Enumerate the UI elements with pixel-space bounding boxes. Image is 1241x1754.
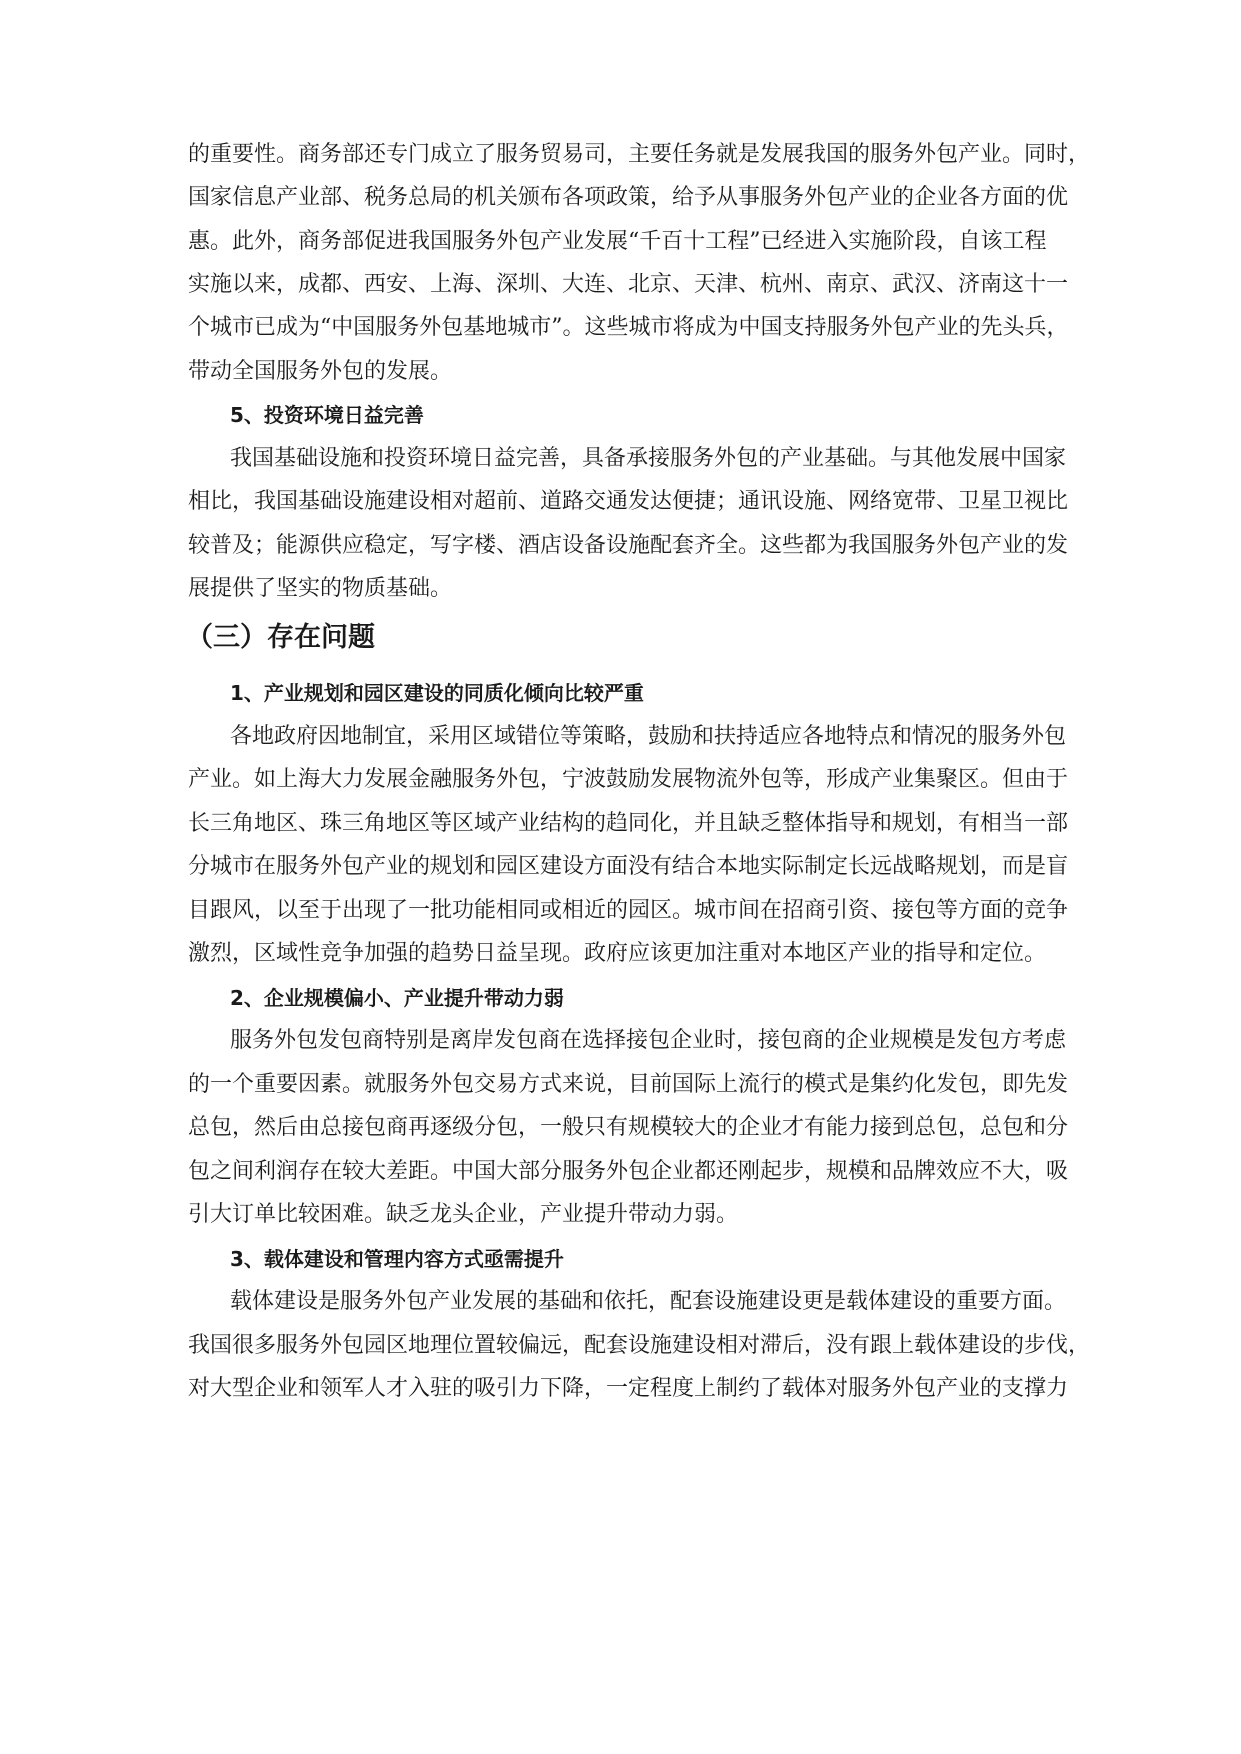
paragraph-line: 的重要性。商务部还专门成立了服务贸易司，主要任务就是发展我国的服务外包产业。同时，	[188, 142, 1091, 167]
subheading: 5、投资环境日益完善	[230, 403, 424, 427]
paragraph-line: 我国基础设施和投资环境日益完善，具备承接服务外包的产业基础。与其他发展中国家	[230, 446, 1067, 471]
paragraph-line: 分城市在服务外包产业的规划和园区建设方面没有结合本地实际制定长远战略规划，而是盲	[188, 854, 1069, 879]
paragraph-line: 产业。如上海大力发展金融服务外包，宁波鼓励发展物流外包等，形成产业集聚区。但由于	[188, 767, 1069, 792]
paragraph-line: 个城市已成为“中国服务外包基地城市”。这些城市将成为中国支持服务外包产业的先头兵，	[188, 315, 1069, 340]
paragraph-line: 实施以来，成都、西安、上海、深圳、大连、北京、天津、杭州、南京、武汉、济南这十一	[188, 272, 1069, 297]
paragraph-line: 相比，我国基础设施建设相对超前、道路交通发达便捷；通讯设施、网络宽带、卫星卫视比	[188, 489, 1069, 514]
paragraph-line: 引大订单比较困难。缺乏龙头企业，产业提升带动力弱。	[188, 1202, 739, 1227]
paragraph-line: 载体建设是服务外包产业发展的基础和依托，配套设施建设更是载体建设的重要方面。	[230, 1289, 1067, 1314]
paragraph-line: 激烈，区域性竞争加强的趋势日益呈现。政府应该更加注重对本地区产业的指导和定位。	[188, 941, 1047, 966]
paragraph-line: 长三角地区、珠三角地区等区域产业结构的趋同化，并且缺乏整体指导和规划，有相当一部	[188, 811, 1069, 836]
paragraph-line: 总包，然后由总接包商再逐级分包，一般只有规模较大的企业才有能力接到总包，总包和分	[188, 1115, 1069, 1140]
paragraph-line: 对大型企业和领军人才入驻的吸引力下降，一定程度上制约了载体对服务外包产业的支撑力	[188, 1376, 1069, 1401]
section-title: （三）存在问题	[186, 622, 375, 653]
paragraph-line: 我国很多服务外包园区地理位置较偏远，配套设施建设相对滞后，没有跟上载体建设的步伐，	[188, 1333, 1091, 1358]
subheading: 3、载体建设和管理内容方式亟需提升	[230, 1247, 564, 1271]
paragraph-line: 惠。此外，商务部促进我国服务外包产业发展“千百十工程”已经进入实施阶段，自该工程	[188, 229, 1047, 254]
paragraph-line: 各地政府因地制宜，采用区域错位等策略，鼓励和扶持适应各地特点和情况的服务外包	[230, 724, 1067, 749]
paragraph-line: 服务外包发包商特别是离岸发包商在选择接包企业时，接包商的企业规模是发包方考虑	[230, 1028, 1067, 1053]
paragraph-line: 的一个重要因素。就服务外包交易方式来说，目前国际上流行的模式是集约化发包，即先发	[188, 1072, 1069, 1097]
paragraph-line: 国家信息产业部、税务总局的机关颁布各项政策，给予从事服务外包产业的企业各方面的优	[188, 185, 1069, 210]
paragraph-line: 展提供了坚实的物质基础。	[188, 576, 453, 601]
paragraph-line: 带动全国服务外包的发展。	[188, 359, 453, 384]
paragraph-line: 包之间利润存在较大差距。中国大部分服务外包企业都还刚起步，规模和品牌效应不大，吸	[188, 1159, 1069, 1184]
subheading: 1、产业规划和园区建设的同质化倾向比较严重	[230, 681, 644, 705]
paragraph-line: 较普及；能源供应稳定，写字楼、酒店设备设施配套齐全。这些都为我国服务外包产业的发	[188, 533, 1069, 558]
subheading: 2、企业规模偏小、产业提升带动力弱	[230, 986, 564, 1010]
paragraph-line: 目跟风，以至于出现了一批功能相同或相近的园区。城市间在招商引资、接包等方面的竞争	[188, 898, 1069, 923]
